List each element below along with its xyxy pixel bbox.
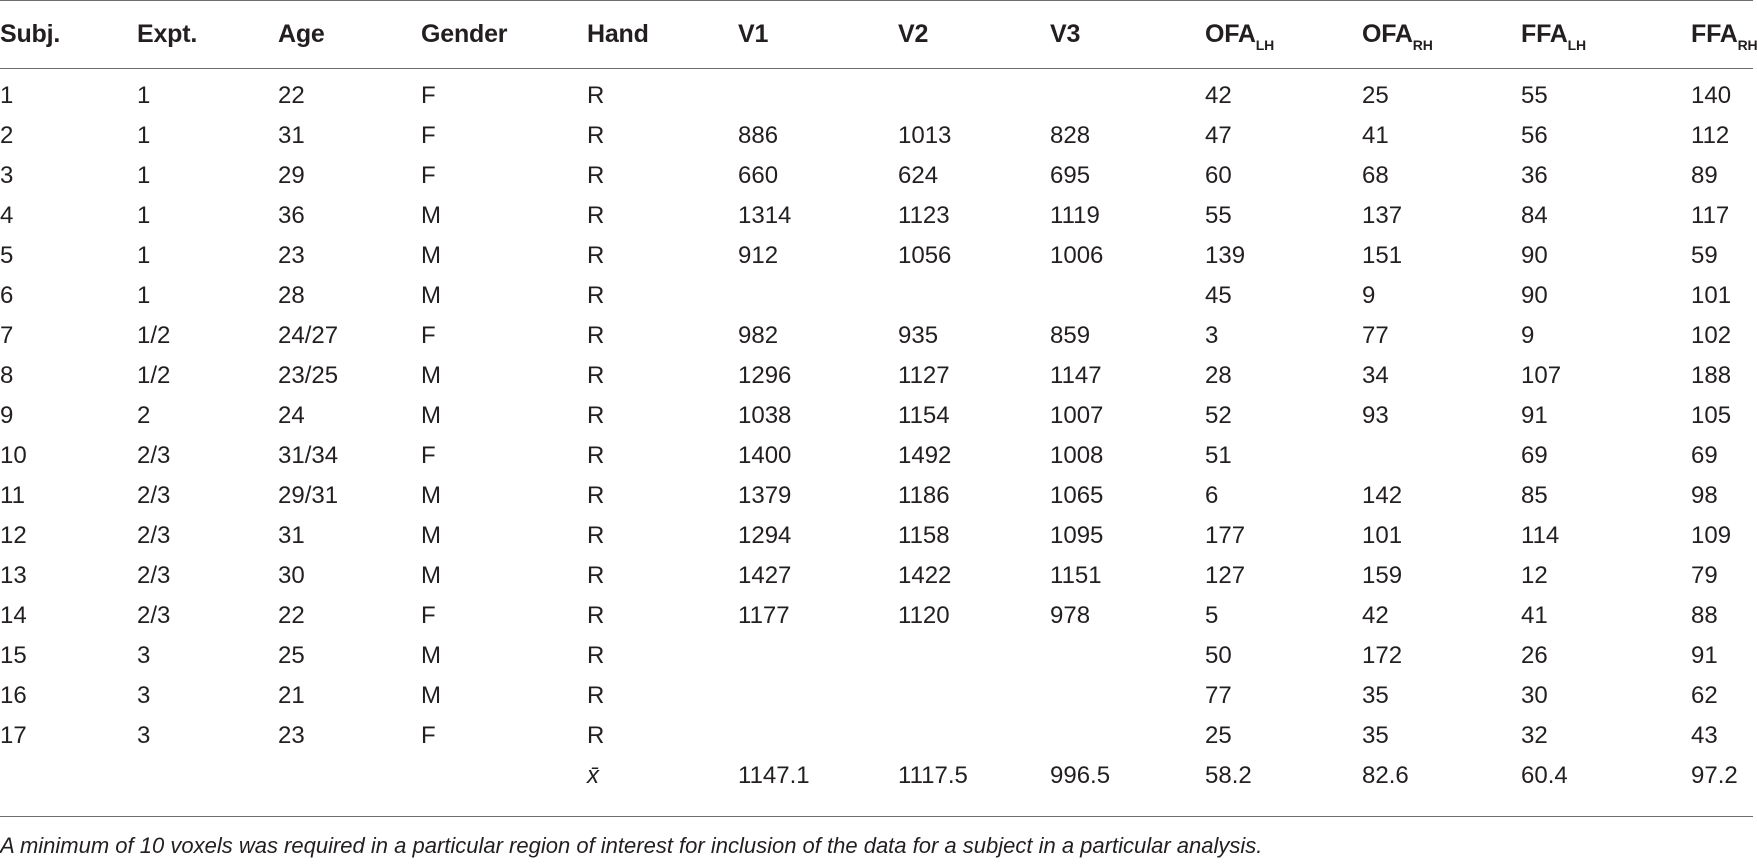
table-cell: 1314 <box>738 202 792 229</box>
table-cell: 24/27 <box>278 322 339 349</box>
table-cell: 25 <box>1205 722 1232 749</box>
table-cell: 142 <box>1362 482 1403 509</box>
table-cell <box>898 716 1050 756</box>
table-cell: 79 <box>1691 562 1718 589</box>
mean-cell: 60.4 <box>1521 762 1568 789</box>
mean-cell: 1147.1 <box>738 762 810 789</box>
mean-cell: 97.2 <box>1691 762 1738 789</box>
table-cell: 91 <box>1691 642 1718 669</box>
table-row <box>0 716 1753 756</box>
table-cell: R <box>587 282 605 309</box>
header-expt: Expt. <box>137 19 198 48</box>
table-cell: 4 <box>0 202 14 229</box>
table-cell: 35 <box>1362 722 1389 749</box>
table-cell: 22 <box>278 602 305 629</box>
table-cell <box>1050 276 1205 316</box>
table-cell <box>738 676 898 716</box>
table-cell: 1/2 <box>137 362 171 389</box>
table-cell: 1065 <box>1050 482 1104 509</box>
table-cell: 912 <box>738 242 779 269</box>
table-cell: 114 <box>1521 522 1560 549</box>
table-cell: 90 <box>1521 242 1548 269</box>
table-cell: 1427 <box>738 562 792 589</box>
table-cell: 139 <box>1205 242 1246 269</box>
table-cell: 2/3 <box>137 522 171 549</box>
table-cell: 101 <box>1362 522 1403 549</box>
table-cell: 43 <box>1691 722 1718 749</box>
table-cell <box>898 676 1050 716</box>
table-cell: 15 <box>0 642 27 669</box>
table-cell: 12 <box>0 522 27 549</box>
table-cell: 1 <box>137 282 151 309</box>
table-cell: 886 <box>738 122 779 149</box>
table-cell: 9 <box>1521 322 1535 349</box>
table-cell: 88 <box>1691 602 1718 629</box>
header-ffa-lh: $FFA_{LH}$ <box>1521 19 1586 53</box>
table-footnote: A minimum of 10 voxels was required in a particular region of interest for inclusion of the data for a subject in a particular analysis. <box>0 833 1263 858</box>
header-rule <box>0 68 1753 69</box>
table-cell: 1379 <box>738 482 792 509</box>
table-cell <box>1050 716 1205 756</box>
table-cell: 10 <box>0 442 27 469</box>
table-cell: R <box>587 322 605 349</box>
table-row <box>0 116 1753 156</box>
table-cell: F <box>421 322 436 349</box>
table-cell: 90 <box>1521 282 1548 309</box>
mean-symbol: x̄ <box>587 762 599 789</box>
table-cell <box>898 276 1050 316</box>
table-cell: 1 <box>137 122 151 149</box>
table-row <box>0 476 1753 516</box>
table-cell <box>898 636 1050 676</box>
table-cell: 1422 <box>898 562 952 589</box>
table-cell: 22 <box>278 82 305 109</box>
table-cell: 1/2 <box>137 322 171 349</box>
header-v3: V3 <box>1050 19 1081 48</box>
table-cell: M <box>421 522 441 549</box>
table-cell <box>898 68 1050 116</box>
table-cell: 23 <box>278 722 305 749</box>
table-cell: 3 <box>137 682 151 709</box>
table-cell: 23/25 <box>278 362 339 389</box>
table-cell: 85 <box>1521 482 1548 509</box>
table-bottom-rule <box>0 816 1753 817</box>
table-cell: 6 <box>0 282 14 309</box>
table-cell: R <box>587 442 605 469</box>
header-v1: V1 <box>738 19 769 48</box>
table-cell: 29/31 <box>278 482 339 509</box>
table-cell: R <box>587 362 605 389</box>
table-row <box>0 596 1753 636</box>
table-cell: 50 <box>1205 642 1232 669</box>
table-cell: 1492 <box>898 442 952 469</box>
table-cell: 69 <box>1521 442 1548 469</box>
table-cell: 41 <box>1362 122 1389 149</box>
header-ofa-rh: $OFA_{RH}$ <box>1362 19 1433 53</box>
table-cell: 695 <box>1050 162 1091 189</box>
table-cell: 1151 <box>1050 562 1102 589</box>
header-gender: Gender <box>421 19 508 48</box>
table-cell: 624 <box>898 162 939 189</box>
table-cell: 42 <box>1362 602 1389 629</box>
table-row <box>0 556 1753 596</box>
table-cell: 859 <box>1050 322 1091 349</box>
table-cell: 177 <box>1205 522 1246 549</box>
table-cell: 26 <box>1521 642 1548 669</box>
mean-cell: 1117.5 <box>898 762 968 789</box>
table-cell: 828 <box>1050 122 1091 149</box>
table-cell: 1 <box>137 242 151 269</box>
table-cell: 2/3 <box>137 442 171 469</box>
table-cell: R <box>587 562 605 589</box>
table-cell: 55 <box>1521 82 1548 109</box>
table-cell: 1 <box>137 202 151 229</box>
table-cell: 3 <box>137 722 151 749</box>
table-cell: 21 <box>278 682 305 709</box>
table-body <box>0 68 1753 796</box>
table-cell: 59 <box>1691 242 1718 269</box>
table-cell: 112 <box>1691 122 1730 149</box>
table-cell: 30 <box>1521 682 1548 709</box>
table-cell: 2 <box>137 402 151 429</box>
table-cell: 30 <box>278 562 305 589</box>
table-row <box>0 316 1753 356</box>
table-cell: R <box>587 642 605 669</box>
table-cell <box>1362 436 1521 476</box>
table-cell: 1177 <box>738 602 790 629</box>
table-cell: 188 <box>1691 362 1732 389</box>
table-cell: F <box>421 122 436 149</box>
table-cell: 56 <box>1521 122 1548 149</box>
table-cell: 12 <box>1521 562 1548 589</box>
table-cell: 55 <box>1205 202 1232 229</box>
table-row <box>0 516 1753 556</box>
table-cell: 45 <box>1205 282 1232 309</box>
table-cell <box>738 68 898 116</box>
table-row <box>0 68 1753 116</box>
table-cell: F <box>421 162 436 189</box>
table-cell: 42 <box>1205 82 1232 109</box>
table-row <box>0 196 1753 236</box>
header-age: Age <box>278 19 325 48</box>
table-cell: M <box>421 282 441 309</box>
table-cell: 23 <box>278 242 305 269</box>
table-cell: 35 <box>1362 682 1389 709</box>
empty-cell <box>421 756 587 796</box>
table-cell: F <box>421 602 436 629</box>
table-cell <box>1050 68 1205 116</box>
table-cell: 102 <box>1691 322 1732 349</box>
table-cell: 1127 <box>898 362 950 389</box>
table-cell: 2/3 <box>137 562 171 589</box>
table-cell: 1095 <box>1050 522 1104 549</box>
header-row <box>0 0 1753 68</box>
table-cell: M <box>421 482 441 509</box>
table-cell: R <box>587 482 605 509</box>
table-cell: 107 <box>1521 362 1562 389</box>
table-cell: 2/3 <box>137 602 171 629</box>
table-cell: 41 <box>1521 602 1548 629</box>
table-cell: 31 <box>278 522 305 549</box>
mean-row <box>0 756 1753 796</box>
table-cell: R <box>587 242 605 269</box>
table-cell <box>738 716 898 756</box>
table-cell <box>1050 636 1205 676</box>
table-cell: 3 <box>1205 322 1219 349</box>
table-cell: 77 <box>1362 322 1389 349</box>
table-cell: 1400 <box>738 442 792 469</box>
table-row <box>0 156 1753 196</box>
table-cell: 1296 <box>738 362 792 389</box>
table-cell: R <box>587 682 605 709</box>
table-cell: R <box>587 162 605 189</box>
table-row <box>0 276 1753 316</box>
table-cell: 3 <box>137 642 151 669</box>
table-row <box>0 396 1753 436</box>
table-cell: 7 <box>0 322 14 349</box>
table-cell: M <box>421 642 441 669</box>
table-cell: 151 <box>1362 242 1403 269</box>
table-cell: M <box>421 562 441 589</box>
table-cell <box>1050 676 1205 716</box>
table-cell: 1038 <box>738 402 792 429</box>
table-cell: M <box>421 362 441 389</box>
table-cell: M <box>421 242 441 269</box>
table-cell: M <box>421 202 441 229</box>
table-cell: 36 <box>1521 162 1548 189</box>
table-cell: 1158 <box>898 522 950 549</box>
table-cell: 5 <box>1205 602 1219 629</box>
table-cell: 8 <box>0 362 14 389</box>
header-ofa-lh: $OFA_{LH}$ <box>1205 19 1275 53</box>
table-cell: 1 <box>137 82 151 109</box>
table-cell: 68 <box>1362 162 1389 189</box>
table-cell: 11 <box>0 482 25 509</box>
table-cell: R <box>587 722 605 749</box>
table-cell: 172 <box>1362 642 1403 669</box>
table-cell: 32 <box>1521 722 1548 749</box>
table-cell: 6 <box>1205 482 1219 509</box>
table-cell: 140 <box>1691 82 1732 109</box>
table-cell: 109 <box>1691 522 1732 549</box>
table-cell: 89 <box>1691 162 1718 189</box>
table-cell: 1006 <box>1050 242 1104 269</box>
table-cell <box>738 276 898 316</box>
table-cell: 101 <box>1691 282 1732 309</box>
table-cell: 31/34 <box>278 442 339 469</box>
table-cell: 24 <box>278 402 305 429</box>
table-cell: R <box>587 82 605 109</box>
table-cell: 660 <box>738 162 779 189</box>
table-row <box>0 236 1753 276</box>
table-cell: 2/3 <box>137 482 171 509</box>
table-row <box>0 676 1753 716</box>
table-cell: F <box>421 442 436 469</box>
table-cell: 137 <box>1362 202 1403 229</box>
table-cell: M <box>421 402 441 429</box>
table-row <box>0 636 1753 676</box>
table-cell: 91 <box>1521 402 1548 429</box>
table-cell: 935 <box>898 322 939 349</box>
table-cell: 31 <box>278 122 305 149</box>
table-cell: 28 <box>1205 362 1232 389</box>
table-cell: 1154 <box>898 402 950 429</box>
table-cell: 2 <box>0 122 14 149</box>
table-cell: 1 <box>0 82 14 109</box>
header-subj: Subj. <box>0 19 61 48</box>
table-cell: 36 <box>278 202 305 229</box>
table-cell: F <box>421 82 436 109</box>
table-cell: 29 <box>278 162 305 189</box>
table-cell: 34 <box>1362 362 1389 389</box>
table-cell: R <box>587 402 605 429</box>
table-cell: 1008 <box>1050 442 1104 469</box>
mean-cell: 58.2 <box>1205 762 1252 789</box>
table-cell: 1007 <box>1050 402 1104 429</box>
table-cell: 127 <box>1205 562 1246 589</box>
header-hand: Hand <box>587 19 649 48</box>
table-cell: 982 <box>738 322 779 349</box>
empty-cell <box>137 756 278 796</box>
table-cell: 159 <box>1362 562 1403 589</box>
table-cell: 5 <box>0 242 14 269</box>
mean-cell: 996.5 <box>1050 762 1111 789</box>
table-cell: 1056 <box>898 242 952 269</box>
table-cell: 77 <box>1205 682 1232 709</box>
table-cell: 3 <box>0 162 14 189</box>
header-ffa-rh: $FFA_{RH}$ <box>1691 19 1757 53</box>
table-cell: R <box>587 522 605 549</box>
table-cell <box>738 636 898 676</box>
table-cell: 1119 <box>1050 202 1100 229</box>
empty-cell <box>0 756 137 796</box>
table-cell: 14 <box>0 602 27 629</box>
table-cell: 16 <box>0 682 27 709</box>
table-cell: 1013 <box>898 122 952 149</box>
mean-cell: 82.6 <box>1362 762 1409 789</box>
table-cell: 60 <box>1205 162 1232 189</box>
table-cell: 25 <box>278 642 305 669</box>
table-cell: 1 <box>137 162 151 189</box>
table-cell: 9 <box>1362 282 1376 309</box>
table-cell: 98 <box>1691 482 1718 509</box>
table-cell: R <box>587 122 605 149</box>
table-cell: 978 <box>1050 602 1091 629</box>
table-cell: 84 <box>1521 202 1548 229</box>
table-cell: 47 <box>1205 122 1232 149</box>
table-cell: R <box>587 602 605 629</box>
table-cell: 52 <box>1205 402 1232 429</box>
table-cell: M <box>421 682 441 709</box>
header-v2: V2 <box>898 19 929 48</box>
table-cell: 1120 <box>898 602 950 629</box>
table-cell: 105 <box>1691 402 1732 429</box>
table-cell: 13 <box>0 562 27 589</box>
table-cell: 25 <box>1362 82 1389 109</box>
table-cell: 28 <box>278 282 305 309</box>
empty-cell <box>278 756 421 796</box>
table-cell: 17 <box>0 722 27 749</box>
table-cell: 93 <box>1362 402 1389 429</box>
table-row <box>0 436 1753 476</box>
table-cell: 51 <box>1205 442 1232 469</box>
table-cell: 1294 <box>738 522 792 549</box>
table-row <box>0 356 1753 396</box>
table-cell: F <box>421 722 436 749</box>
table-cell: 1123 <box>898 202 950 229</box>
table-cell: R <box>587 202 605 229</box>
table-cell: 1186 <box>898 482 950 509</box>
table-cell: 9 <box>0 402 14 429</box>
table-cell: 117 <box>1691 202 1730 229</box>
table-cell: 62 <box>1691 682 1718 709</box>
table-cell: 1147 <box>1050 362 1102 389</box>
table-cell: 69 <box>1691 442 1718 469</box>
